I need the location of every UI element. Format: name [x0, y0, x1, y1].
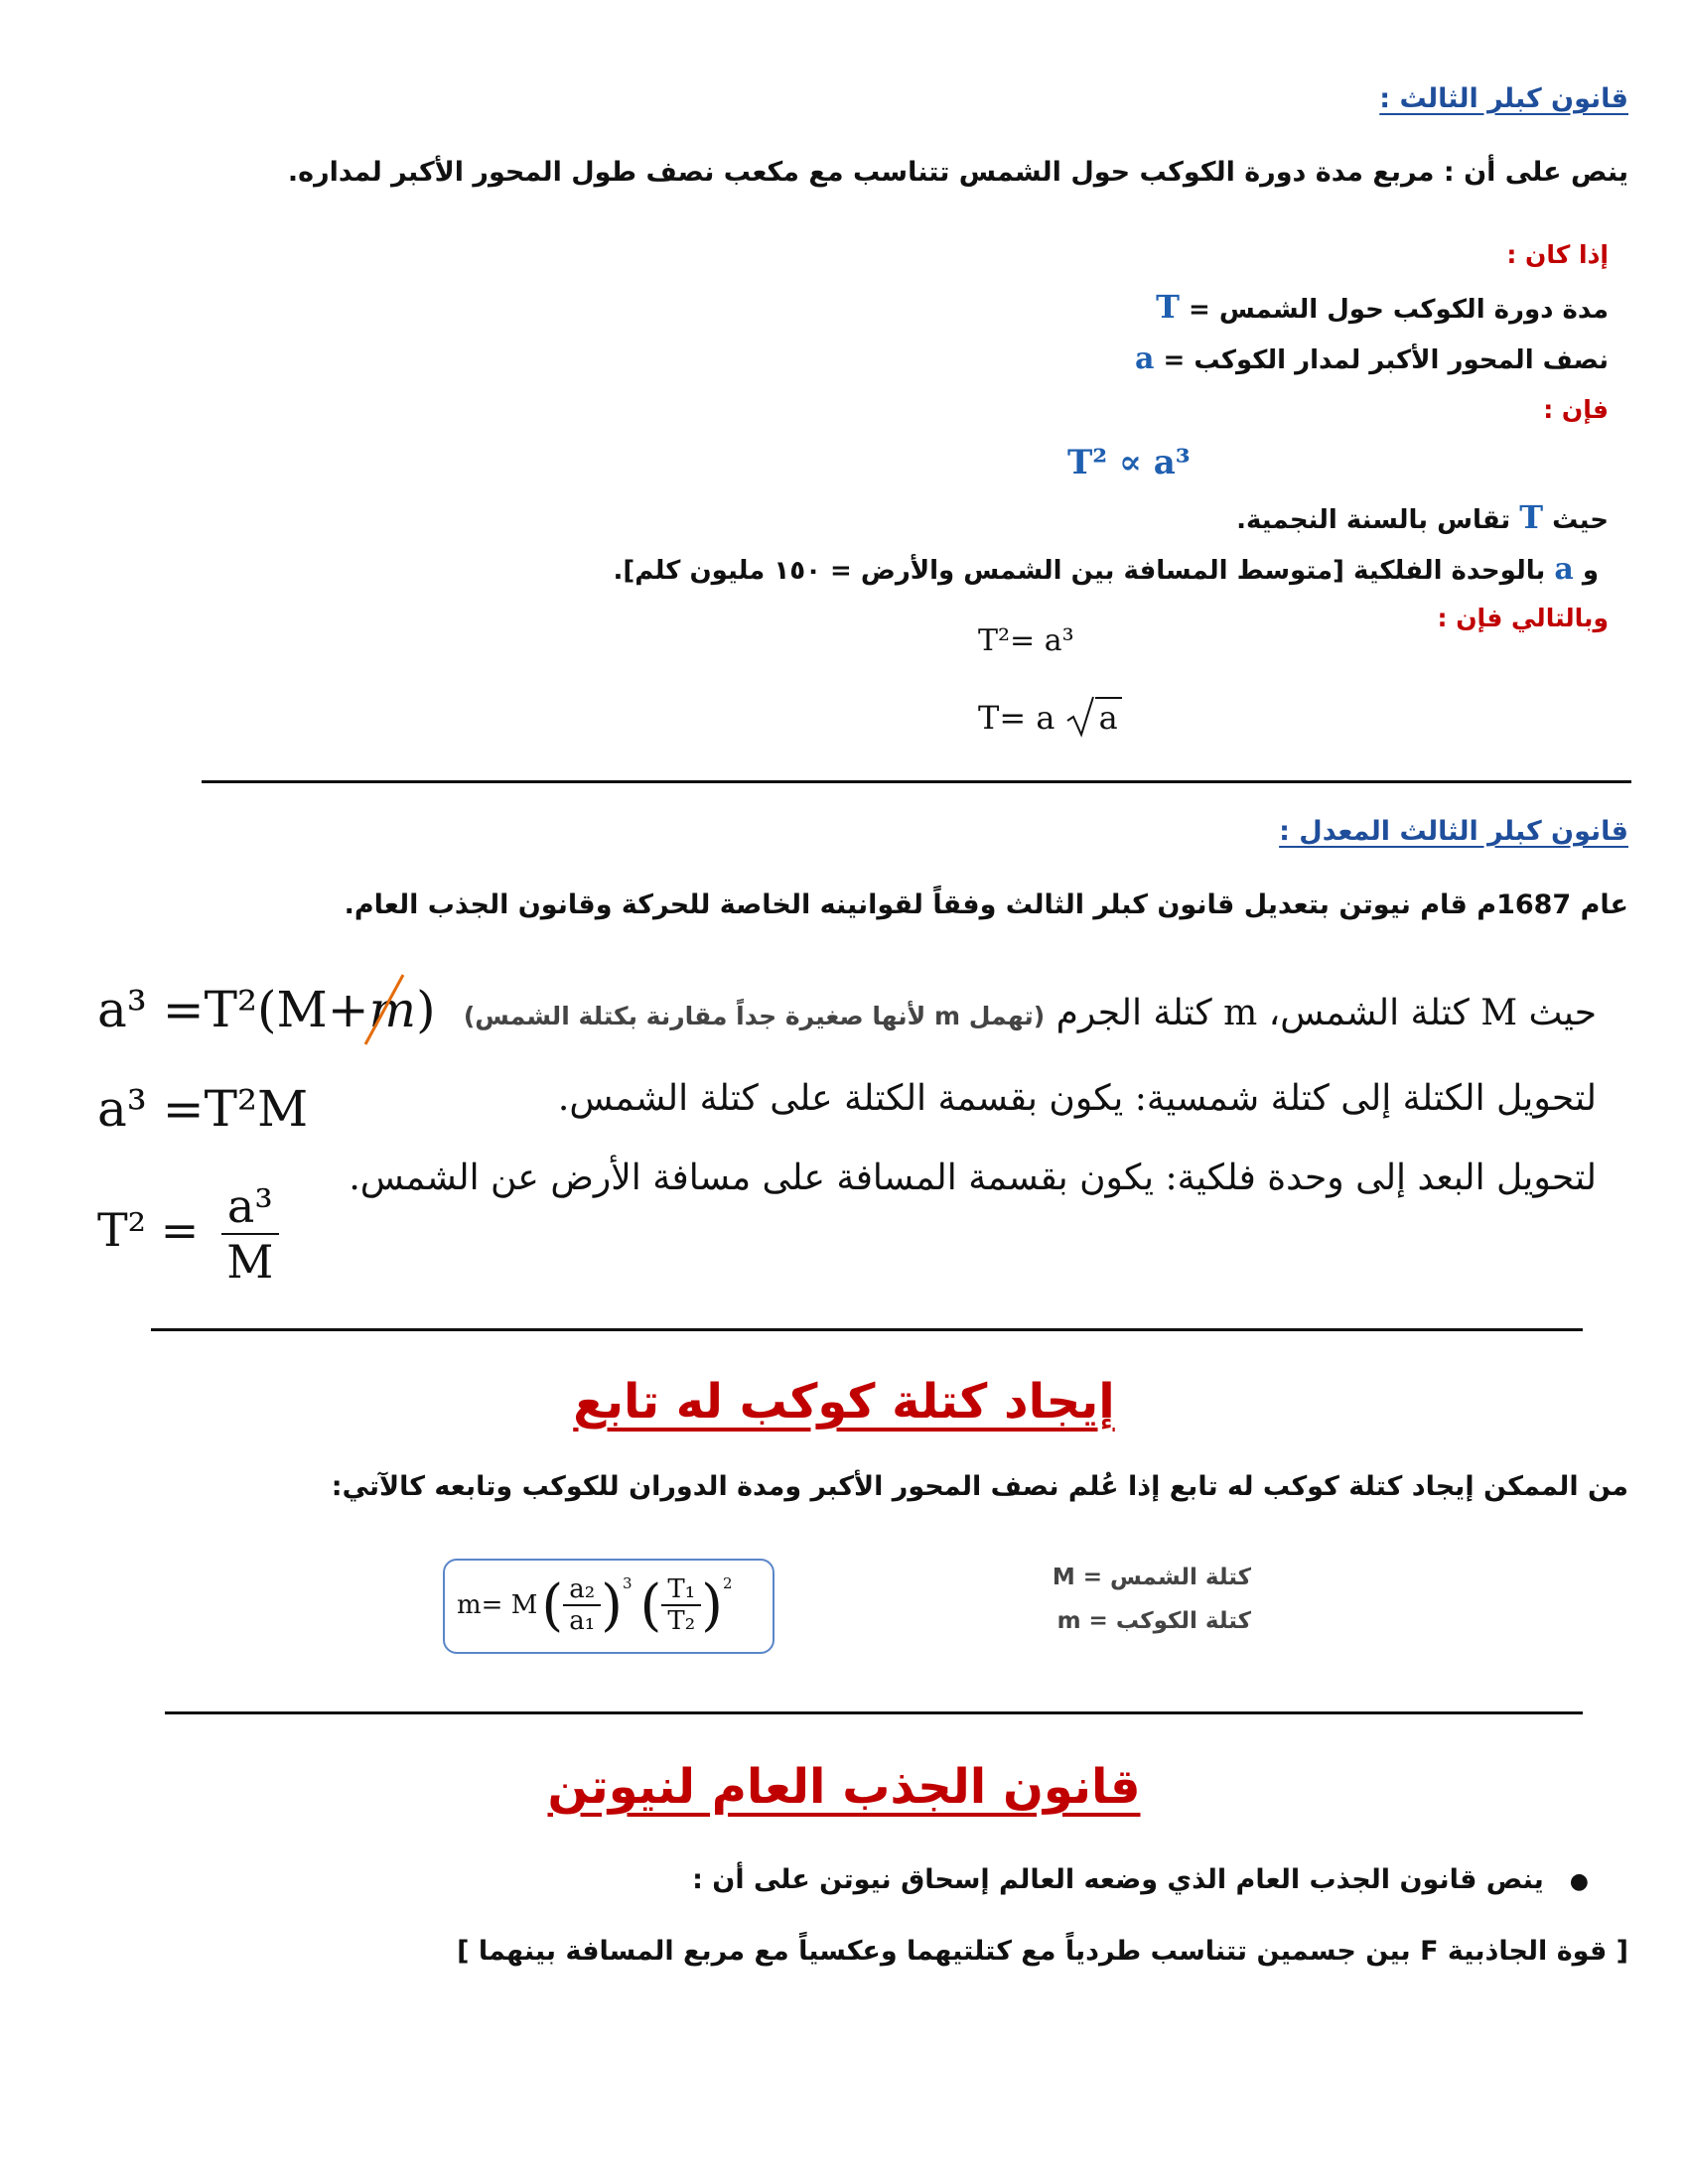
where-T-line	[1236, 498, 1609, 536]
bullet-icon: ●	[1569, 1869, 1589, 1894]
fraction-a-num: a₂	[563, 1574, 601, 1606]
note-where-text: حيث M كتلة الشمس، m كتلة الجرم	[1055, 993, 1597, 1033]
where-prefix: حيث	[1552, 505, 1609, 535]
equation-T-root	[978, 695, 1122, 739]
divider	[151, 1328, 1583, 1331]
formula-planet-mass	[457, 1569, 733, 1642]
fraction-T1-T2	[661, 1574, 701, 1636]
where-T-text: تقاس بالسنة النجمية.	[1236, 505, 1511, 535]
divider	[165, 1711, 1583, 1714]
section-heading-kepler-modified: قانون كبلر الثالث المعدل :	[1279, 816, 1628, 847]
equation-T2-a3: T²= a³	[978, 623, 1074, 658]
fraction-t-den: T₂	[667, 1606, 696, 1636]
exponent-t: 2	[723, 1574, 733, 1592]
newton-law-statement: [ قوة الجاذبية F بين جسمين تتناسب طردياً مع كتلتيهما وعكسياً مع مربع المسافة بينهما ]	[457, 1936, 1628, 1967]
note-neglect-m: (تهمل m لأنها صغيرة جداً مقارنة بكتلة الشمس)	[463, 1002, 1046, 1030]
struck-m-letter: m	[368, 981, 417, 1038]
fraction-a-den: a₁	[569, 1606, 596, 1636]
fraction-denominator: M	[226, 1235, 274, 1289]
equation-a3-full-right: )	[416, 981, 436, 1038]
and-a-line	[614, 552, 1599, 587]
note-mass-conversion: لتحويل الكتلة إلى كتلة شمسية: يكون بقسمة الكتلة على كتلة الشمس.	[557, 1078, 1597, 1119]
paren-close-icon: )	[701, 1572, 724, 1638]
and-a-text: بالوحدة الفلكية [متوسط المسافة بين الشمس والأرض = ١٥٠ مليون كلم].	[613, 556, 1546, 586]
note-distance-conversion: لتحويل البعد إلى وحدة فلكية: يكون بقسمة المسافة على مسافة الأرض عن الشمس.	[349, 1158, 1597, 1198]
formula-lhs: m= M	[457, 1590, 538, 1620]
fraction-t-num: T₁	[661, 1574, 701, 1606]
kepler-statement: ينص على أن : مربع مدة دورة الكوكب حول الشمس تتناسب مع مكعب نصف طول المحور الأكبر لمداره.	[287, 157, 1628, 188]
newton-bullet-text: ينص قانون الجذب العام الذي وضعه العالم إسحاق نيوتن على أن :	[692, 1864, 1544, 1895]
equation-T2-fraction	[97, 1179, 279, 1289]
paren-open-icon: (	[541, 1572, 564, 1638]
then-label: فإن :	[1543, 395, 1609, 424]
equation-a3-full-left: a³ =T²(M+	[97, 981, 369, 1038]
newton-bullet-line	[692, 1864, 1589, 1895]
definition-a	[1135, 341, 1609, 376]
symbol-a: a	[1134, 341, 1155, 376]
therefore-label: وبالتالي فإن :	[1437, 604, 1609, 632]
fraction-a2-a1	[563, 1574, 601, 1636]
fraction-numerator: a³	[221, 1179, 279, 1235]
note-where-M-m	[464, 993, 1597, 1033]
title-newton-gravitation: قانون الجذب العام لنيوتن	[547, 1759, 1141, 1815]
section-heading-kepler-third: قانون كبلر الثالث :	[1379, 83, 1628, 114]
proportion-formula: T² ∝ a³	[1067, 443, 1191, 482]
equation-T-root-left: T= a	[978, 699, 1055, 737]
fraction-a3-over-M	[221, 1179, 279, 1289]
divider	[202, 780, 1631, 783]
equation-T-root-radicand: a	[1095, 697, 1122, 737]
paren-open-icon: (	[639, 1572, 662, 1638]
legend-M: M = كتلة الشمس	[1052, 1565, 1251, 1590]
exponent-a: 3	[622, 1574, 633, 1592]
modified-statement: عام 1687م قام نيوتن بتعديل قانون كبلر الثالث وفقاً لقوانينه الخاصة للحركة وقانون الجذب العام.	[344, 889, 1628, 920]
struck-m	[369, 981, 416, 1038]
planet-mass-statement: من الممكن إيجاد كتلة كوكب له تابع إذا عُلم نصف المحور الأكبر ومدة الدوران للكوكب وتابعه كالآتي:	[331, 1471, 1628, 1502]
sqrt-icon	[1065, 695, 1095, 739]
definition-a-text: نصف المحور الأكبر لمدار الكوكب =	[1163, 345, 1609, 375]
equation-a3-simplified: a³ =T²M	[97, 1080, 309, 1138]
and-symbol-a: a	[1554, 552, 1574, 587]
equation-a3-full	[97, 981, 436, 1038]
definition-T	[1156, 288, 1609, 326]
title-planet-mass: إيجاد كتلة كوكب له تابع	[573, 1374, 1115, 1430]
definition-T-text: مدة دورة الكوكب حول الشمس =	[1189, 295, 1609, 325]
symbol-T: T	[1156, 288, 1180, 326]
equation-T2-fraction-left: T² =	[97, 1203, 200, 1257]
paren-close-icon: )	[601, 1572, 623, 1638]
where-symbol-T: T	[1519, 498, 1544, 536]
legend-m: m = كتلة الكوكب	[1056, 1608, 1251, 1634]
and-prefix: و	[1582, 556, 1599, 586]
if-label: إذا كان :	[1506, 240, 1609, 269]
strike-mark-icon	[361, 971, 407, 1048]
